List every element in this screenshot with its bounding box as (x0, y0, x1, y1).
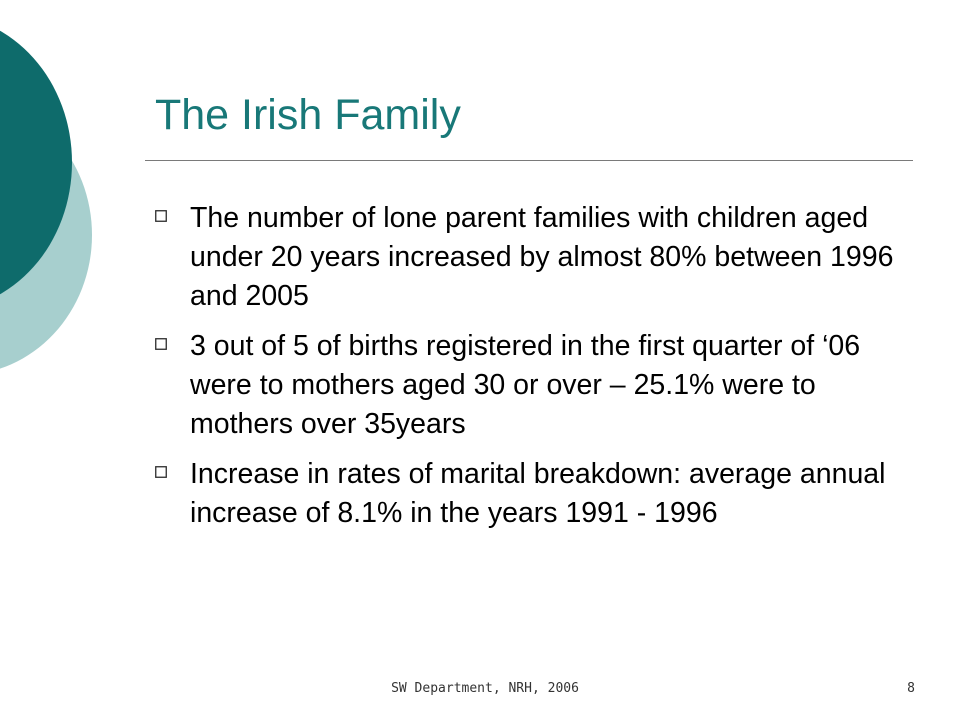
bullet-item (155, 327, 915, 444)
bullet-text: 3 out of 5 of births registered in the first quarter of ‘06 were to mothers aged 30 or over – 25.1% were to mothers over 35years (190, 330, 861, 440)
slide-footer: SW Department, NRH, 2006 (391, 681, 579, 696)
page-number: 8 (907, 681, 915, 696)
bullet-text: The number of lone parent families with children aged under 20 years increased by almost 80% between 1996 and 2005 (190, 202, 894, 312)
bullet-list (155, 199, 915, 544)
slide-title: The Irish Family (155, 91, 461, 139)
bullet-item (155, 455, 915, 533)
hollow-square-bullet-icon (155, 210, 167, 222)
bullet-item (155, 199, 915, 316)
hollow-square-bullet-icon (155, 338, 167, 350)
title-divider (145, 160, 913, 161)
hollow-square-bullet-icon (155, 466, 167, 478)
bullet-text: Increase in rates of marital breakdown: average annual increase of 8.1% in the years 1991 - 1996 (190, 458, 886, 529)
